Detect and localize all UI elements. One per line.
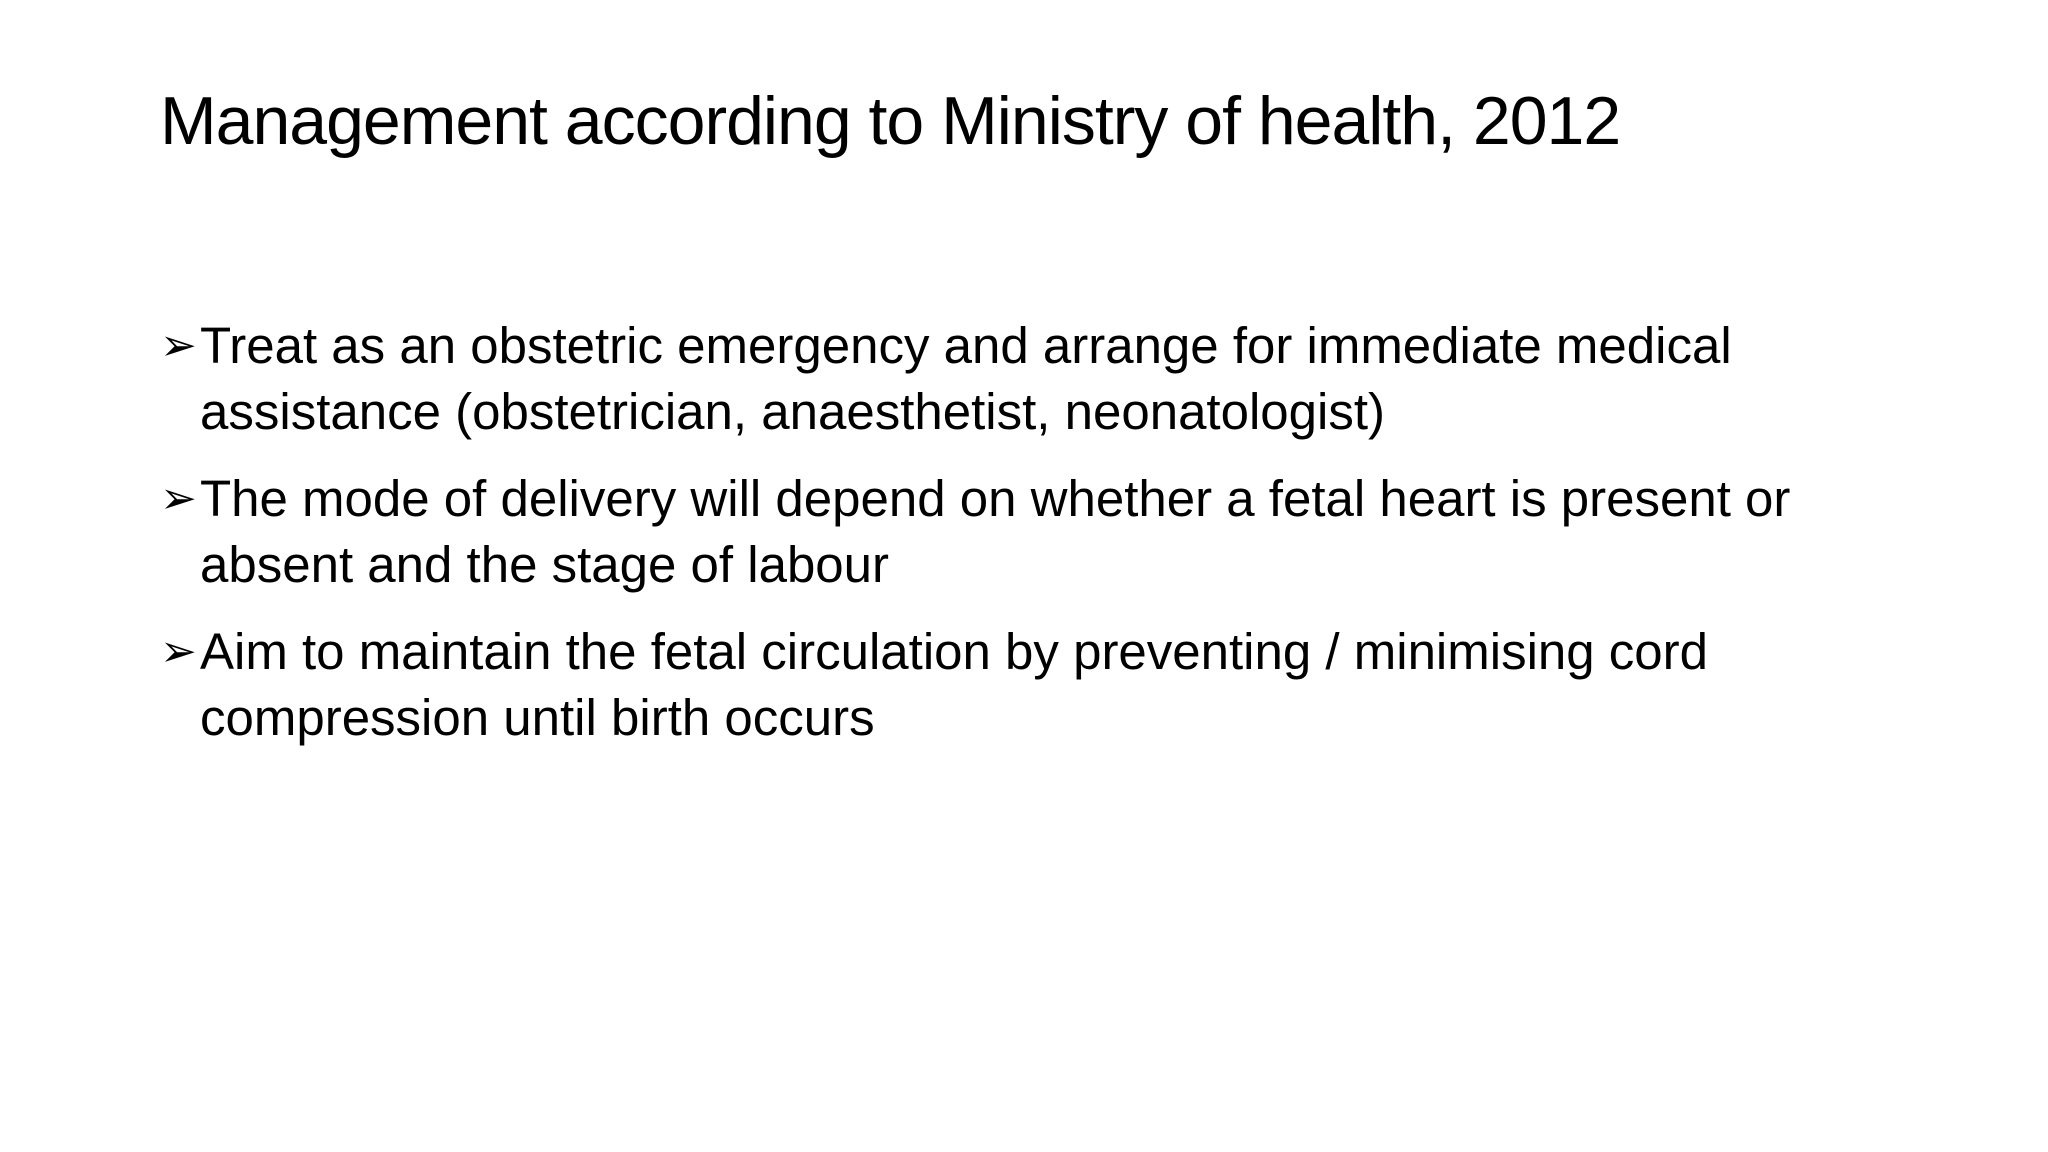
bullet-item [160,619,1920,751]
bullet-item [160,466,1920,598]
bullet-text: Aim to maintain the fetal circulation by preventing / minimising cord compression until birth occurs [200,623,1709,746]
bullet-text: The mode of delivery will depend on whether a fetal heart is present or absent and the stage of labour [200,470,1791,593]
slide-title: Management according to Ministry of health, 2012 [160,83,1621,159]
arrowhead-bullet-icon: ➢ [160,473,197,524]
bullet-text: Treat as an obstetric emergency and arrange for immediate medical assistance (obstetrician, anaesthetist, neonatologist) [200,317,1732,440]
arrowhead-bullet-icon: ➢ [160,320,197,371]
bullet-list [160,313,1920,772]
arrowhead-bullet-icon: ➢ [160,626,197,677]
bullet-item [160,313,1920,445]
